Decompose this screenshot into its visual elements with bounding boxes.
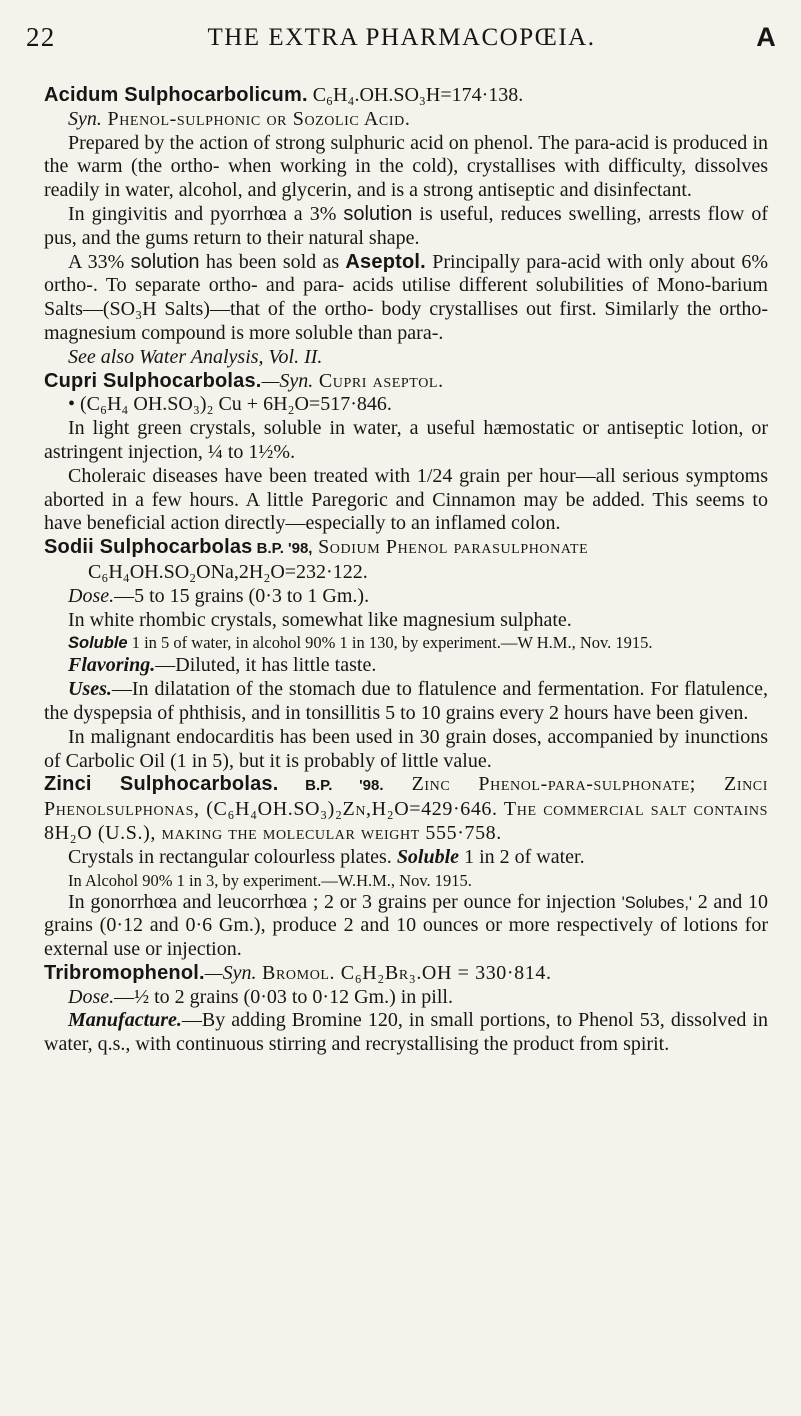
paragraph: In light green crystals, soluble in water, a useful hæmostatic or antiseptic lotion, or astringent injection, ¼ to 1½%. (44, 417, 768, 463)
paragraph: Choleraic diseases have been treated with 1/24 grain per hour—all serious symptoms aborted in a few hours. A little Paregoric and Cinnamon may be added. This seems to have beneficial action directly—especially to an inflamed colon. (44, 464, 768, 535)
solubility-note: Soluble 1 in 5 of water, in alcohol 90% 1 in 130, by experiment.—W H.M., Nov. 1915. (68, 633, 653, 653)
chemical-formula: C₆H₄.OH.SO₃H=174·138. (307, 84, 524, 106)
cross-reference: See also Water Analysis, Vol. II. (68, 345, 323, 368)
page-body (44, 84, 768, 1057)
entry-heading: Zinci Sulphocarbolas. (44, 773, 279, 796)
entry-heading: Cupri Sulphocarbolas. (44, 369, 262, 392)
paragraph: In gingivitis and pyorrhœa a 3% solution is useful, reduces swelling, arrests flow of pus, and the gums return to their natural shape. (44, 202, 768, 249)
entry-acidum-heading (44, 84, 768, 108)
uses-paragraph: Uses.—In dilatation of the stomach due to flatulence and fermentation. For flatulence, the dyspepsia of phthisis, and in tonsillitis 5 to 10 grains every 2 hours have been given. (44, 678, 768, 724)
dose-line: Dose.—5 to 15 grains (0·3 to 1 Gm.). (68, 584, 370, 607)
page-header (26, 22, 777, 56)
entry-tribromo-heading: Tribromophenol.—Syn. Bromol. C₆H₂Br₃.OH = 330·814. (44, 961, 552, 984)
entry-heading: Sodii Sulphocarbolas (44, 536, 253, 559)
chemical-formula: • (C₆H₄ OH.SO₃)₂ Cu + 6H₂O=517·846. (68, 393, 392, 416)
entry-sodii-heading: Sodii Sulphocarbolas B.P. '98, Sodium Phenol parasulphonate (44, 536, 589, 559)
page-number: 22 (26, 22, 56, 52)
manufacture-paragraph: Manufacture.—By adding Bromine 120, in small portions, to Phenol 53, dissolved in water, q.s., with continuous stirring and recrystallising the product from spirit. (44, 1009, 768, 1056)
paragraph: In malignant endocarditis has been used in 30 grain doses, accompanied by inunctions of Carbolic Oil (1 in 5), but it is probably of little value. (44, 725, 768, 772)
paragraph: Crystals in rectangular colourless plates. Soluble 1 in 2 of water. (68, 845, 585, 868)
paragraph: In gonorrhœa and leucorrhœa ; 2 or 3 grains per ounce for injection 'Solubes,' 2 and 10 grains (0·12 and 0·6 Gm.), produce 2 and 10 ounces or more respectively of lotions for external use or injection. (44, 890, 768, 961)
section-letter: A (756, 22, 777, 52)
entry-heading: Acidum Sulphocarbolicum. (44, 84, 308, 106)
running-title: THE EXTRA PHARMACOPŒIA. (207, 24, 596, 51)
flavoring-line: Flavoring.—Diluted, it has little taste. (68, 654, 377, 677)
synonym-line: Syn. Phenol-sulphonic or Sozolic Acid. (68, 107, 411, 130)
dose-line: Dose.—½ to 2 grains (0·03 to 0·12 Gm.) in pill. (68, 985, 453, 1008)
paragraph: In white rhombic crystals, somewhat like magnesium sulphate. (68, 608, 572, 631)
paragraph: A 33% solution has been sold as Aseptol. Principally para-acid with only about 6% ortho-. To separate ortho- and para- acids utilise different solubilities of Mono-barium Salts—(SO₃H Salts)—that of the ortho- body crystallises out first. Similarly the ortho-magnesium compound is more soluble than para-. (44, 250, 769, 344)
entry-cupri-heading: Cupri Sulphocarbolas.—Syn. Cupri aseptol. (44, 369, 444, 392)
entry-heading: Tribromophenol. (44, 961, 205, 984)
solubility-note: In Alcohol 90% 1 in 3, by experiment.—W.H.M., Nov. 1915. (68, 870, 472, 890)
paragraph: Prepared by the action of strong sulphuric acid on phenol. The para-acid is produced in the warm (the ortho- when working in the cold), crystallises with difficulty, dissolves readily in water, alcohol, and glycerin, and is a strong antiseptic and disinfectant. (44, 131, 768, 202)
chemical-formula: C₆H₄OH.SO₂ONa,2H₂O=232·122. (88, 560, 368, 583)
entry-zinci: Zinci Sulphocarbolas. B.P. '98. Zinc Phenol-para-sulphonate; Zinci Phenolsulphonas, (C₆H₄OH.SO₃)₂Zn,H₂O=429·646. The commercial salt contains 8H₂O (U.S.), making the molecular weight 555·758. (44, 773, 769, 844)
